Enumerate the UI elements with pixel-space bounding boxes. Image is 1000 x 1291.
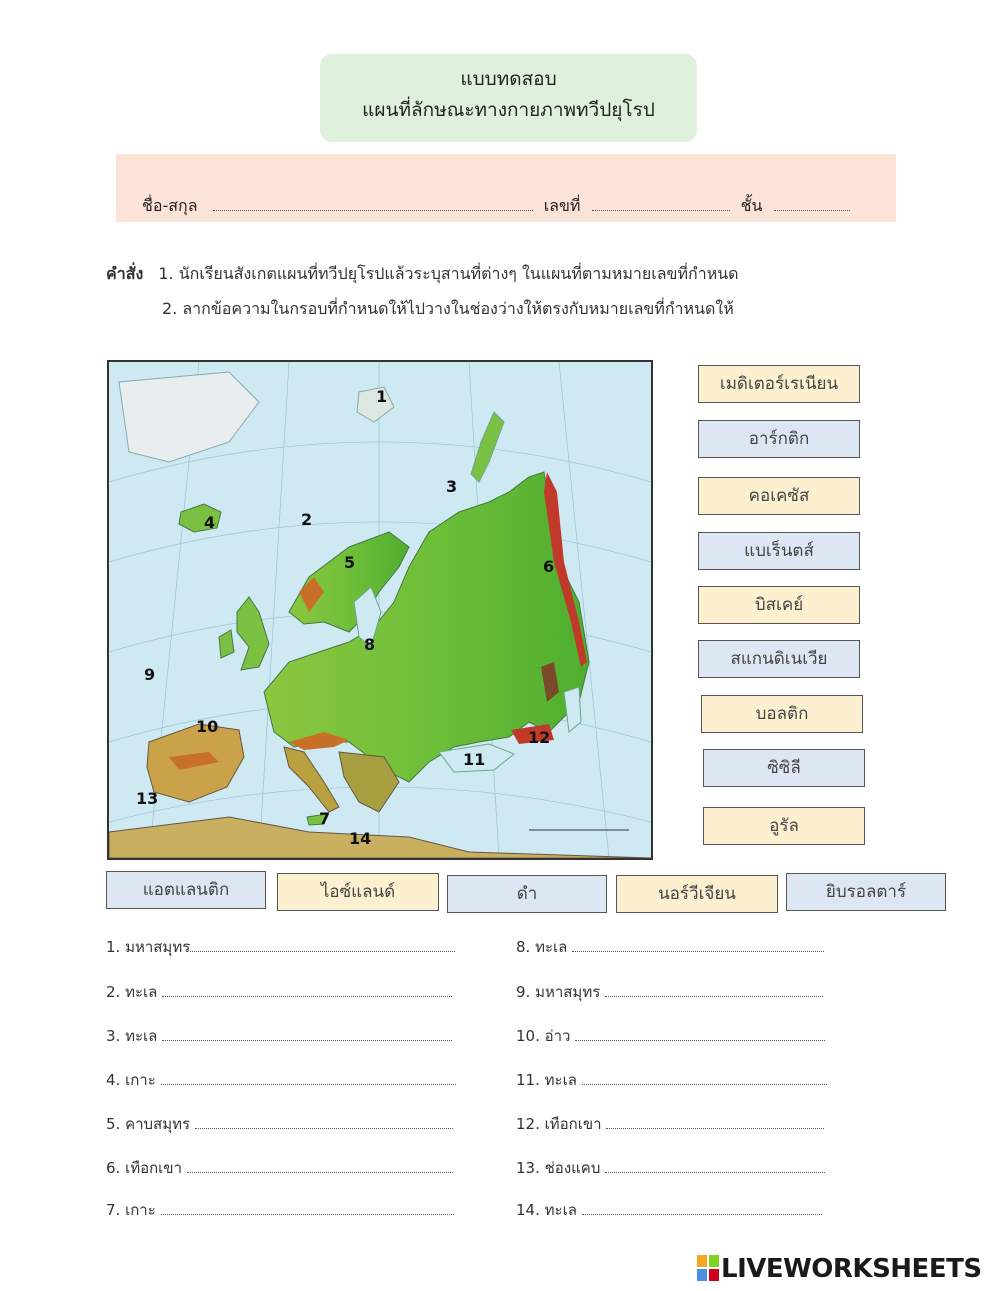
map-marker-10: 10 (196, 717, 219, 736)
answer-field-10[interactable] (575, 1028, 825, 1041)
europe-physical-map (107, 360, 653, 860)
answer-field-9[interactable] (605, 984, 823, 997)
map-marker-5: 5 (344, 553, 356, 572)
class-field[interactable] (774, 198, 850, 211)
word-tile-scandinavia[interactable]: สแกนดิเนเวีย (698, 640, 860, 678)
instructions (106, 262, 739, 287)
word-tile-iceland[interactable]: ไอซ์แลนด์ (277, 873, 439, 911)
map-marker-4: 4 (204, 513, 216, 532)
map-marker-12: 12 (528, 728, 551, 747)
question-3: 3. ทะเล (106, 1024, 452, 1048)
word-tile-atlantic[interactable]: แอตแลนติก (106, 871, 266, 909)
number-label: เลขที่ (543, 196, 581, 215)
question-4: 4. เกาะ (106, 1068, 456, 1092)
question-6: 6. เทือกเขา (106, 1156, 453, 1180)
title-line-2: แผนที่ลักษณะทางกายภาพทวีปยุโรป (362, 99, 655, 121)
word-tile-caucasus[interactable]: คอเคซัส (698, 477, 860, 515)
map-marker-9: 9 (144, 665, 156, 684)
answer-field-5[interactable] (195, 1116, 453, 1129)
answer-field-13[interactable] (605, 1160, 825, 1173)
answer-field-11[interactable] (582, 1072, 827, 1085)
question-1: 1. มหาสมุทร (106, 935, 455, 959)
question-10: 10. อ่าว (516, 1024, 825, 1048)
liveworksheets-logo (697, 1254, 982, 1284)
map-marker-7: 7 (319, 809, 331, 828)
question-8: 8. ทะเล (516, 935, 824, 959)
map-svg (109, 362, 651, 858)
map-marker-13: 13 (136, 789, 159, 808)
name-label: ชื่อ-สกุล (142, 196, 198, 215)
word-tile-gibraltar[interactable]: ยิบรอลตาร์ (786, 873, 946, 911)
word-tile-barents[interactable]: แบเร็นตส์ (698, 532, 860, 570)
answer-field-8[interactable] (572, 939, 824, 952)
map-marker-3: 3 (446, 477, 458, 496)
number-field[interactable] (592, 198, 730, 211)
answer-field-2[interactable] (162, 984, 452, 997)
question-9: 9. มหาสมุทร (516, 980, 823, 1004)
title-line-1: แบบทดสอบ (460, 68, 557, 90)
instruction-2: 2. ลากข้อความในกรอบที่กำหนดให้ไปวางในช่องว่างให้ตรงกับหมายเลขที่กำหนดให้ (162, 299, 734, 318)
question-7: 7. เกาะ (106, 1198, 454, 1222)
worksheet-title (320, 54, 697, 142)
answer-field-14[interactable] (582, 1202, 822, 1215)
map-marker-11: 11 (463, 750, 486, 769)
question-13: 13. ช่องแคบ (516, 1156, 825, 1180)
instructions-label: คำสั่ง (106, 264, 144, 283)
question-5: 5. คาบสมุทร (106, 1112, 453, 1136)
liveworksheets-icon (697, 1255, 719, 1281)
word-tile-sicily[interactable]: ซิซิลี (703, 749, 865, 787)
instruction-1: 1. นักเรียนสังเกตแผนที่ทวีปยุโรปแล้วระบุสานที่ต่างๆ ในแผนที่ตามหมายเลขที่กำหนด (158, 264, 739, 283)
word-tile-baltic[interactable]: บอลติก (701, 695, 863, 733)
answer-field-1[interactable] (190, 939, 455, 952)
answer-field-3[interactable] (162, 1028, 452, 1041)
name-field[interactable] (213, 198, 533, 211)
map-marker-8: 8 (364, 635, 376, 654)
map-marker-1: 1 (376, 387, 388, 406)
map-marker-14: 14 (349, 829, 372, 848)
logo-text: LIVEWORKSHEETS (721, 1254, 982, 1284)
question-12: 12. เทือกเขา (516, 1112, 824, 1136)
word-tile-ural[interactable]: อูรัล (703, 807, 865, 845)
answer-field-12[interactable] (606, 1116, 824, 1129)
word-tile-arctic[interactable]: อาร์กติก (698, 420, 860, 458)
word-tile-black[interactable]: ดำ (447, 875, 607, 913)
question-14: 14. ทะเล (516, 1198, 822, 1222)
question-2: 2. ทะเล (106, 980, 452, 1004)
answer-field-6[interactable] (187, 1160, 453, 1173)
map-marker-6: 6 (543, 557, 555, 576)
student-info-row (142, 194, 850, 219)
answer-field-7[interactable] (161, 1202, 454, 1215)
word-tile-mediterranean[interactable]: เมดิเตอร์เรเนียน (698, 365, 860, 403)
word-tile-norwegian[interactable]: นอร์วีเจียน (616, 875, 778, 913)
answer-field-4[interactable] (161, 1072, 456, 1085)
map-marker-2: 2 (301, 510, 313, 529)
question-11: 11. ทะเล (516, 1068, 827, 1092)
class-label: ชั้น (740, 196, 763, 215)
word-tile-biscay[interactable]: บิสเคย์ (698, 586, 860, 624)
